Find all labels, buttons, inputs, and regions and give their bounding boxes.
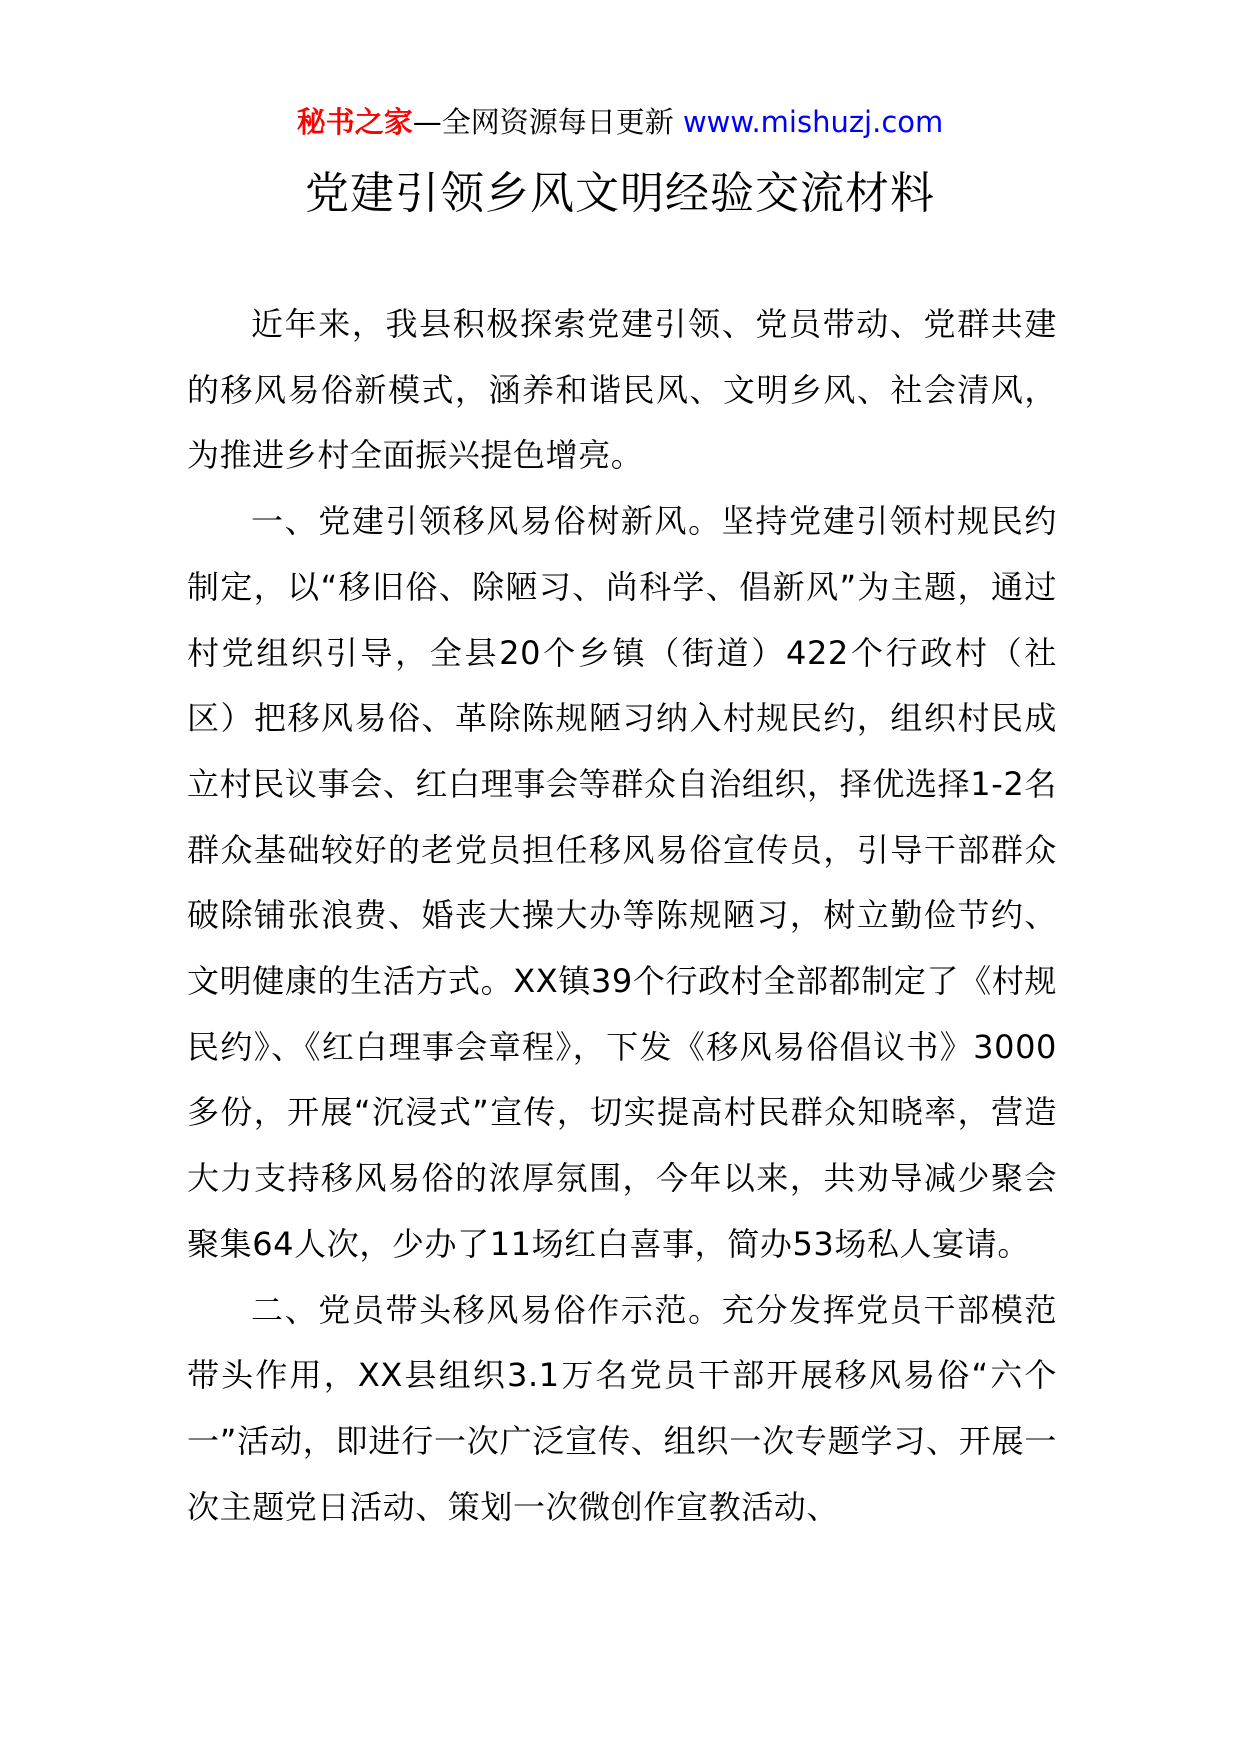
document-body <box>187 292 1057 1540</box>
paragraph-section-two: 二、党员带头移风易俗作示范。充分发挥党员干部模范带头作用，XX县组织3.1万名党员干部开展移风易俗“六个一”活动，即进行一次广泛宣传、组织一次专题学习、开展一次主题党日活动、策划一次微创作宣教活动、 <box>187 1290 1057 1526</box>
brand-name: 秘书之家 <box>296 105 413 139</box>
header-banner <box>0 102 1240 142</box>
site-link[interactable]: www.mishuzj.com <box>682 105 944 139</box>
document-title: 党建引领乡风文明经验交流材料 <box>305 168 935 219</box>
paragraph-section-one: 一、党建引领移风易俗树新风。坚持党建引领村规民约制定，以“移旧俗、除陋习、尚科学、倡新风”为主题，通过村党组织引导，全县20个乡镇（街道）422个行政村（社区）把移风易俗、革除陈规陋习纳入村规民约，组织村民成立村民议事会、红白理事会等群众自治组织，择优选择1-2名群众基础较好的老党员担任移风易俗宣传员，引导干部群众破除铺张浪费、婚丧大操大办等陈规陋习，树立勤俭节约、文明健康的生活方式。XX镇39个行政村全部都制定了《村规民约》、《红白理事会章程》，下发《移风易俗倡议书》3000多份，开展“沉浸式”宣传，切实提高村民群众知晓率，营造大力支持移风易俗的浓厚氛围，今年以来，共劝导减少聚会聚集64人次，少办了11场红白喜事，简办53场私人宴请。 <box>187 502 1057 1263</box>
paragraph-intro: 近年来，我县积极探索党建引领、党员带动、党群共建的移风易俗新模式，涵养和谐民风、文明乡风、社会清风，为推进乡村全面振兴提色增亮。 <box>187 305 1057 475</box>
header-tagline: —全网资源每日更新 <box>412 105 674 139</box>
